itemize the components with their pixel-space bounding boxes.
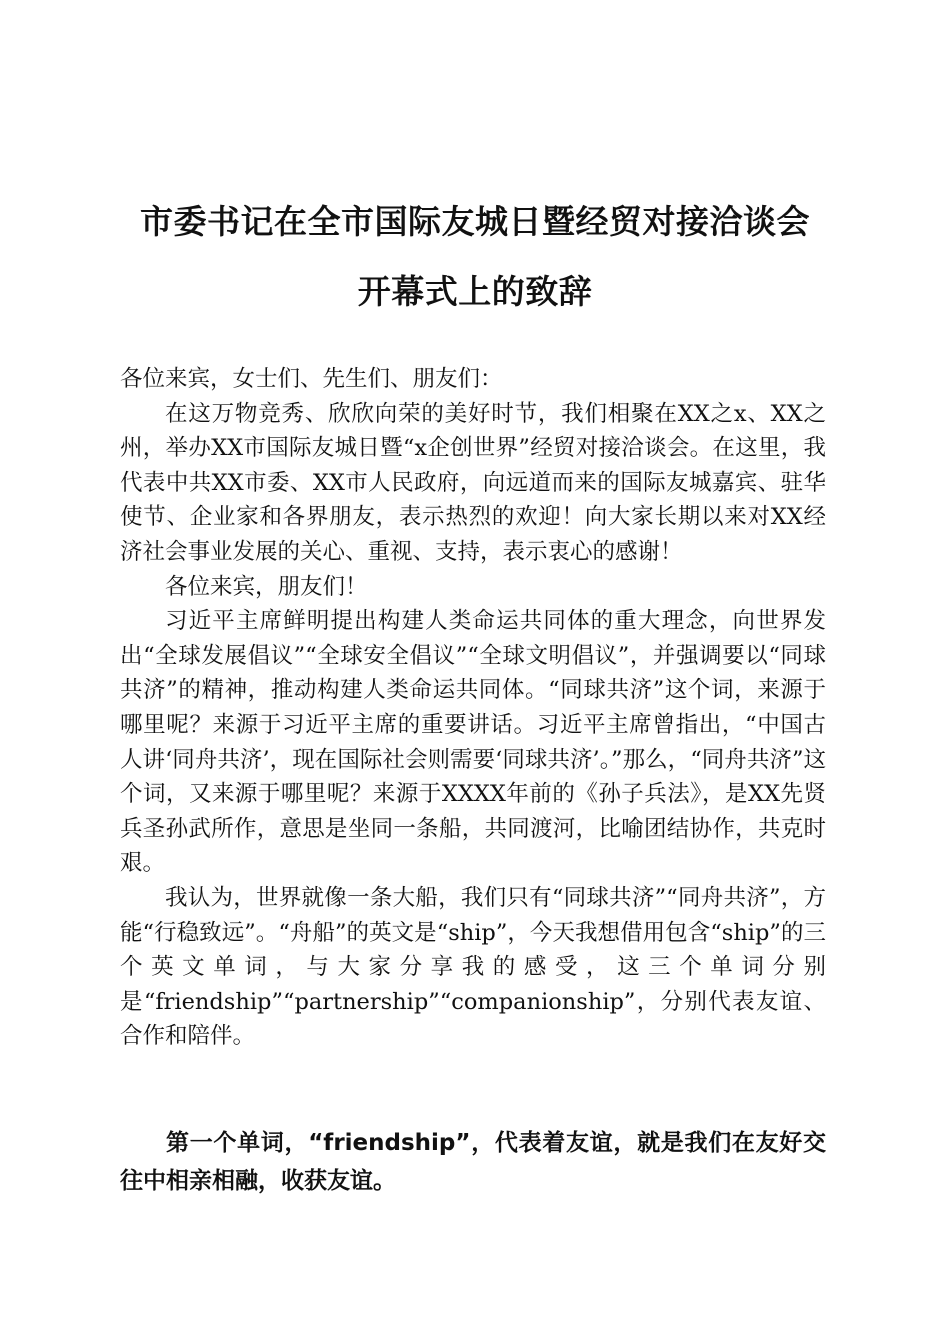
paragraph-community: 习近平主席鲜明提出构建人类命运共同体的重大理念，向世界发出“全球发展倡议”“全球安全倡议”“全球文明倡议”，并强调要以“同球共济”的精神，推动构建人类命运共同体。“同球共济”这个词，来源于哪里呢？来源于习近平主席的重要讲话。习近平主席曾指出，“中国古人讲‘同舟共济’，现在国际社会则需要‘同球共济’。”那么，“同舟共济”这个词，又来源于哪里呢？来源于XXXX年前的《孙子兵法》，是XX先贤兵圣孙武所作，意思是坐同一条船，共同渡河，比喻团结协作，共克时艰。 [120,608,826,877]
document-title-line-1: 市委书记在全市国际友城日暨经贸对接洽谈会 [140,202,810,241]
paragraph-ship: 我认为，世界就像一条大船，我们只有“同球共济”“同舟共济”，方能“行稳致远”。“舟船”的英文是“ship”，今天我想借用包含“ship”的三个英文单词，与大家分享我的感受，这三个单词分别是“friendship”“partnership”“companionship”，分别代表友谊、合作和陪伴。 [120,884,826,1050]
paragraph-welcome: 在这万物竞秀、欣欣向荣的美好时节，我们相聚在XX之x、XX之州，举办XX市国际友城日暨“x企创世界”经贸对接洽谈会。在这里，我代表中共XX市委、XX市人民政府，向远道而来的国际友城嘉宾、驻华使节、企业家和各界朋友，表示热烈的欢迎！向大家长期以来对XX经济社会事业发展的关心、重视、支持，表示衷心的感谢！ [120,400,826,565]
salutation: 各位来宾，女士们、先生们、朋友们： [120,366,503,392]
document-body [120,362,826,1054]
paragraph-address: 各位来宾，朋友们！ [165,573,368,600]
paragraph-friendship [120,1124,826,1200]
document-title-line-2: 开幕式上的致辞 [357,272,593,311]
paragraph-friendship-text: 第一个单词，“friendship”，代表着友谊，就是我们在友好交往中相亲相融，收获友谊。 [120,1130,826,1194]
